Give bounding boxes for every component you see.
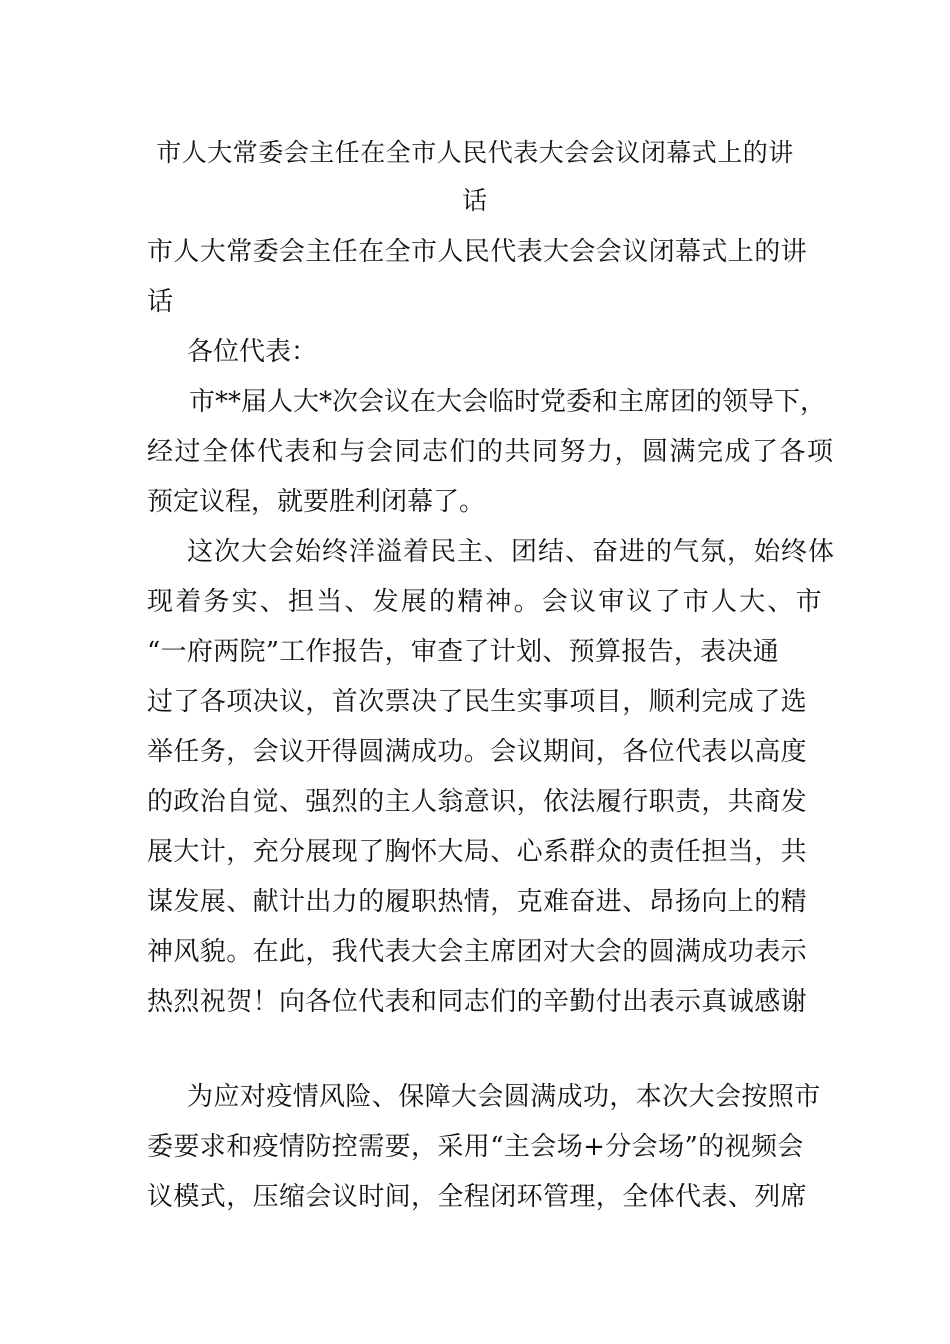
salutation: 各位代表： bbox=[187, 337, 318, 367]
paragraph-line: 为应对疫情风险、保障大会圆满成功，本次大会按照市 bbox=[187, 1082, 821, 1112]
paragraph-line: 谋发展、献计出力的履职热情，克难奋进、昂扬向上的精 bbox=[147, 887, 808, 917]
paragraph-line: 经过全体代表和与会同志们的共同努力，圆满完成了各项 bbox=[147, 437, 835, 467]
heading-line-1: 市人大常委会主任在全市人民代表大会会议闭幕式上的讲 bbox=[147, 237, 808, 267]
paragraph-line: 现着务实、担当、发展的精神。会议审议了市人大、市 bbox=[147, 587, 824, 617]
paragraph-line: 委要求和疫情防控需要，采用“主会场+分会场”的视频会 bbox=[147, 1132, 804, 1162]
paragraph-line: 举任务，会议开得圆满成功。会议期间，各位代表以高度 bbox=[147, 737, 808, 767]
paragraph-line: 展大计，充分展现了胸怀大局、心系群众的责任担当，共 bbox=[147, 837, 808, 867]
document-title-line-2: 话 bbox=[462, 186, 488, 215]
paragraph-line: 议模式，压缩会议时间，全程闭环管理，全体代表、列席 bbox=[147, 1182, 808, 1212]
paragraph-line: 热烈祝贺！向各位代表和同志们的辛勤付出表示真诚感谢 bbox=[147, 987, 808, 1017]
document-title-line-1: 市人大常委会主任在全市人民代表大会会议闭幕式上的讲 bbox=[156, 138, 794, 167]
heading-line-2: 话 bbox=[147, 287, 174, 317]
paragraph-line: “一府两院”工作报告，审查了计划、预算报告，表决通 bbox=[147, 637, 780, 667]
paragraph-line: 这次大会始终洋溢着民主、团结、奋进的气氛，始终体 bbox=[187, 537, 836, 567]
paragraph-line: 预定议程，就要胜利闭幕了。 bbox=[147, 487, 486, 517]
paragraph-line: 神风貌。在此，我代表大会主席团对大会的圆满成功表示 bbox=[147, 937, 808, 967]
paragraph-line: 的政治自觉、强烈的主人翁意识，依法履行职责，共商发 bbox=[147, 787, 808, 817]
paragraph-line: 市**届人大*次会议在大会临时党委和主席团的领导下， bbox=[189, 387, 827, 417]
paragraph-line: 过了各项决议，首次票决了民生实事项目，顺利完成了选 bbox=[147, 687, 808, 717]
